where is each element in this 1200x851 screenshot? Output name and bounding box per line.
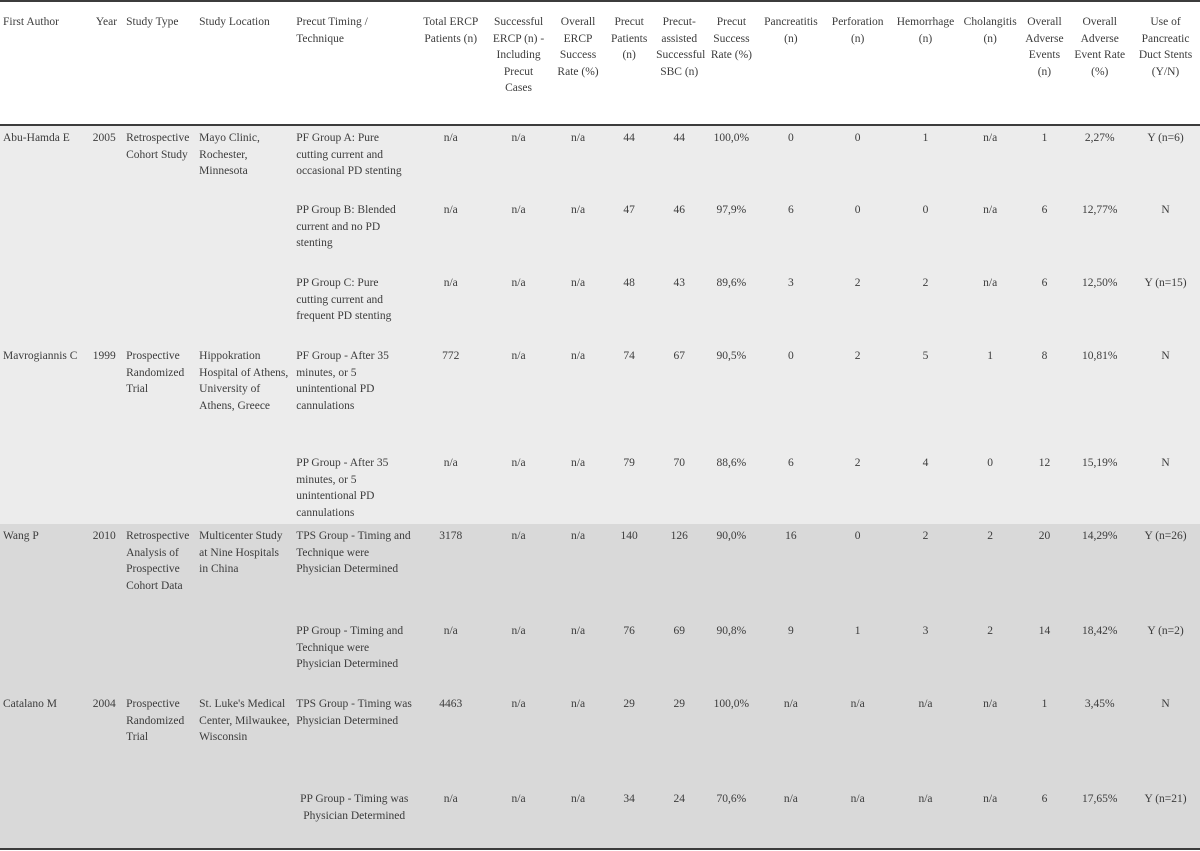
cell-total-ercp-patients: n/a <box>415 787 486 849</box>
cell-precut-timing-technique: PF Group A: Pure cutting current and occasional PD stenting <box>296 132 402 177</box>
cell-perforation: 2 <box>854 277 861 289</box>
cell-first-author <box>0 787 90 849</box>
cell-year <box>90 787 123 849</box>
cell-overall-adverse-event-rate: 12,50% <box>1082 277 1118 289</box>
cell-total-ercp-patients: 4463 <box>439 698 463 710</box>
cell-cholangitis: n/a <box>983 277 998 289</box>
column-header-precut-success-rate: Precut Success Rate (%) <box>705 1 757 125</box>
cell-precut-patients: 74 <box>623 350 635 362</box>
table-row <box>0 271 1200 344</box>
cell-successful-ercp: n/a <box>511 277 526 289</box>
cell-study-type <box>123 451 196 524</box>
cell-overall-adverse-event-rate: 15,19% <box>1082 457 1118 469</box>
cell-overall-ercp-success-rate: n/a <box>571 530 586 542</box>
cell-overall-ercp-success-rate: n/a <box>571 204 586 216</box>
cell-cholangitis: 0 <box>987 457 994 469</box>
cell-total-ercp-patients: n/a <box>443 277 458 289</box>
cell-pancreatitis: 9 <box>788 625 794 637</box>
cell-pancreatic-duct-stents: Y (n=2) <box>1147 625 1184 637</box>
cell-precut-assisted-successful-sbc: 43 <box>673 277 685 289</box>
cell-precut-success-rate: 100,0% <box>713 698 750 710</box>
cell-study-type: Prospective Randomized Trial <box>126 698 185 743</box>
column-header-precut-patients: Precut Patients (n) <box>605 1 653 125</box>
cell-total-ercp-patients: n/a <box>443 457 458 469</box>
cell-successful-ercp: n/a <box>511 530 526 542</box>
cell-pancreatitis: 3 <box>788 277 794 289</box>
column-header-precut-assisted-successful-sbc: Precut-assisted Successful SBC (n) <box>653 1 705 125</box>
cell-precut-success-rate: 88,6% <box>716 457 747 469</box>
column-header-overall-adverse-events: Overall Adverse Events (n) <box>1020 1 1068 125</box>
cell-study-location: Mayo Clinic, Rochester, Minnesota <box>199 132 260 177</box>
cell-overall-ercp-success-rate: n/a <box>551 787 605 849</box>
cell-pancreatitis: 0 <box>788 132 794 144</box>
cell-perforation: 0 <box>854 204 861 216</box>
cell-precut-assisted-successful-sbc: 70 <box>673 457 685 469</box>
column-header-cholangitis: Cholangitis (n) <box>960 1 1021 125</box>
table-row <box>0 692 1200 787</box>
cell-precut-timing-technique: TPS Group - Timing and Technique were Physician Determined <box>296 530 411 575</box>
cell-precut-assisted-successful-sbc: 126 <box>670 530 688 542</box>
cell-pancreatitis: 0 <box>788 350 794 362</box>
cell-total-ercp-patients: 772 <box>442 350 460 362</box>
cell-first-author: Mavrogiannis C <box>3 350 78 362</box>
cell-overall-ercp-success-rate: n/a <box>571 350 586 362</box>
cell-overall-adverse-event-rate: 14,29% <box>1082 530 1118 542</box>
cell-pancreatic-duct-stents: Y (n=26) <box>1144 530 1187 542</box>
cell-study-type <box>123 271 196 344</box>
cell-successful-ercp: n/a <box>511 204 526 216</box>
cell-study-location: Hippokration Hospital of Athens, University of Athens, Greece <box>199 350 289 412</box>
cell-study-location: Multicenter Study at Nine Hospitals in China <box>199 530 283 575</box>
cell-overall-adverse-event-rate: 3,45% <box>1084 698 1115 710</box>
cell-cholangitis: n/a <box>983 204 998 216</box>
cell-perforation: 0 <box>854 530 861 542</box>
cell-precut-timing-technique: PP Group - Timing was Physician Determined <box>293 787 415 849</box>
cell-cholangitis: 2 <box>987 625 994 637</box>
cell-overall-adverse-event-rate: 12,77% <box>1082 204 1118 216</box>
cell-precut-timing-technique: PP Group C: Pure cutting current and frequent PD stenting <box>296 277 392 322</box>
cell-hemorrhage: n/a <box>918 698 933 710</box>
cell-hemorrhage: 5 <box>922 350 929 362</box>
column-header-study-type: Study Type <box>123 1 196 125</box>
cell-pancreatitis: 6 <box>788 204 794 216</box>
cell-study-type: Retrospective Analysis of Prospective Cohort Data <box>126 530 190 592</box>
cell-precut-timing-technique: PP Group - After 35 minutes, or 5 unintentional PD cannulations <box>296 457 389 519</box>
cell-overall-adverse-events: 1 <box>1041 698 1048 710</box>
cell-successful-ercp: n/a <box>486 787 551 849</box>
cell-precut-success-rate: 100,0% <box>713 132 750 144</box>
cell-precut-success-rate: 97,9% <box>716 204 747 216</box>
cell-pancreatitis: n/a <box>758 787 825 849</box>
cell-pancreatic-duct-stents: Y (n=21) <box>1131 787 1200 849</box>
cell-overall-ercp-success-rate: n/a <box>571 698 586 710</box>
cell-overall-ercp-success-rate: n/a <box>571 277 586 289</box>
table-row <box>0 451 1200 524</box>
cell-study-location <box>196 451 293 524</box>
table-row <box>0 619 1200 692</box>
cell-perforation: n/a <box>824 787 891 849</box>
cell-successful-ercp: n/a <box>511 457 526 469</box>
cell-overall-adverse-events: 6 <box>1041 204 1048 216</box>
cell-perforation: 2 <box>854 457 861 469</box>
cell-pancreatitis: n/a <box>783 698 798 710</box>
cell-precut-assisted-successful-sbc: 69 <box>673 625 685 637</box>
cell-precut-patients: 29 <box>623 698 635 710</box>
cell-pancreatic-duct-stents: N <box>1161 698 1170 710</box>
cell-hemorrhage: 1 <box>922 132 929 144</box>
cell-total-ercp-patients: n/a <box>443 625 458 637</box>
cell-total-ercp-patients: 3178 <box>439 530 463 542</box>
column-header-perforation: Perforation (n) <box>824 1 891 125</box>
cell-overall-adverse-events: 20 <box>1038 530 1051 542</box>
cell-study-location <box>196 198 293 271</box>
column-header-precut-timing-technique: Precut Timing / Technique <box>293 1 415 125</box>
cell-precut-patients: 34 <box>605 787 653 849</box>
cell-overall-adverse-event-rate: 2,27% <box>1084 132 1115 144</box>
cell-study-type: Retrospective Cohort Study <box>126 132 190 161</box>
table-row <box>0 198 1200 271</box>
cell-study-location <box>196 787 293 849</box>
cell-study-location: St. Luke's Medical Center, Milwaukee, Wisconsin <box>199 698 290 743</box>
cell-year: 2004 <box>92 698 116 710</box>
table-row <box>0 787 1200 849</box>
cell-overall-adverse-event-rate: 10,81% <box>1082 350 1118 362</box>
column-header-total-ercp-patients: Total ERCP Patients (n) <box>415 1 486 125</box>
cell-pancreatic-duct-stents: N <box>1161 457 1170 469</box>
column-header-use-of-pancreatic-duct-stents: Use of Pancreatic Duct Stents (Y/N) <box>1131 1 1200 125</box>
cell-precut-assisted-successful-sbc: 24 <box>653 787 705 849</box>
cell-precut-assisted-successful-sbc: 44 <box>673 132 685 144</box>
cell-study-type <box>123 619 196 692</box>
cell-pancreatic-duct-stents: N <box>1161 350 1170 362</box>
cell-overall-adverse-event-rate: 17,65% <box>1068 787 1131 849</box>
cell-year: 2010 <box>92 530 116 542</box>
cell-precut-success-rate: 90,8% <box>716 625 747 637</box>
column-header-overall-adverse-event-rate: Overall Adverse Event Rate (%) <box>1068 1 1131 125</box>
cell-year <box>90 451 123 524</box>
cell-first-author <box>0 451 90 524</box>
cell-hemorrhage: n/a <box>891 787 960 849</box>
cell-overall-adverse-events: 6 <box>1041 277 1048 289</box>
cell-first-author: Abu-Hamda E <box>3 132 70 144</box>
cell-overall-adverse-events: 8 <box>1041 350 1048 362</box>
cell-precut-timing-technique: PF Group - After 35 minutes, or 5 unintentional PD cannulations <box>296 350 389 412</box>
column-header-successful-ercp: Successful ERCP (n) - Including Precut Cases <box>486 1 551 125</box>
cell-successful-ercp: n/a <box>511 132 526 144</box>
cell-overall-adverse-events: 12 <box>1038 457 1051 469</box>
table-row <box>0 524 1200 619</box>
cell-precut-assisted-successful-sbc: 46 <box>673 204 685 216</box>
table-header <box>0 1 1200 125</box>
cell-precut-patients: 76 <box>623 625 635 637</box>
cell-first-author <box>0 619 90 692</box>
cell-pancreatic-duct-stents: N <box>1161 204 1170 216</box>
cell-hemorrhage: 3 <box>922 625 929 637</box>
cell-precut-patients: 47 <box>623 204 635 216</box>
cell-overall-ercp-success-rate: n/a <box>571 625 586 637</box>
cell-successful-ercp: n/a <box>511 350 526 362</box>
cell-study-location <box>196 271 293 344</box>
column-header-hemorrhage: Hemorrhage (n) <box>891 1 960 125</box>
cell-precut-success-rate: 90,5% <box>716 350 747 362</box>
cell-precut-assisted-successful-sbc: 29 <box>673 698 685 710</box>
cell-overall-adverse-events: 1 <box>1041 132 1048 144</box>
cell-hemorrhage: 4 <box>922 457 929 469</box>
cell-pancreatic-duct-stents: Y (n=15) <box>1144 277 1187 289</box>
column-header-year: Year <box>90 1 123 125</box>
cell-year <box>90 619 123 692</box>
cell-perforation: 1 <box>854 625 861 637</box>
cell-cholangitis: n/a <box>983 698 998 710</box>
cell-perforation: 0 <box>854 132 861 144</box>
cell-study-location <box>196 619 293 692</box>
cell-precut-timing-technique: PP Group B: Blended current and no PD stenting <box>296 204 396 249</box>
cell-precut-timing-technique: TPS Group - Timing was Physician Determined <box>296 698 412 727</box>
cell-study-type <box>123 787 196 849</box>
cell-overall-ercp-success-rate: n/a <box>571 132 586 144</box>
column-header-study-location: Study Location <box>196 1 293 125</box>
column-header-pancreatitis: Pancreatitis (n) <box>758 1 825 125</box>
cell-precut-patients: 140 <box>620 530 638 542</box>
cell-hemorrhage: 0 <box>922 204 929 216</box>
cell-pancreatitis: 16 <box>785 530 797 542</box>
cell-first-author: Wang P <box>3 530 39 542</box>
cell-first-author <box>0 271 90 344</box>
cell-total-ercp-patients: n/a <box>443 204 458 216</box>
cell-overall-ercp-success-rate: n/a <box>571 457 586 469</box>
cell-precut-patients: 48 <box>623 277 635 289</box>
cell-hemorrhage: 2 <box>922 277 929 289</box>
cell-first-author: Catalano M <box>3 698 57 710</box>
cell-study-type <box>123 198 196 271</box>
cell-pancreatic-duct-stents: Y (n=6) <box>1147 132 1184 144</box>
cell-cholangitis: 2 <box>987 530 994 542</box>
cell-precut-timing-technique: PP Group - Timing and Technique were Physician Determined <box>296 625 404 670</box>
cell-perforation: n/a <box>850 698 865 710</box>
cell-precut-success-rate: 70,6% <box>705 787 757 849</box>
cell-precut-success-rate: 89,6% <box>716 277 747 289</box>
cell-year: 2005 <box>92 132 116 144</box>
cell-precut-patients: 44 <box>623 132 635 144</box>
cell-precut-patients: 79 <box>623 457 635 469</box>
table-row <box>0 344 1200 451</box>
cell-study-type: Prospective Randomized Trial <box>126 350 185 395</box>
column-header-overall-ercp-success-rate: Overall ERCP Success Rate (%) <box>551 1 605 125</box>
cell-cholangitis: 1 <box>987 350 994 362</box>
cell-overall-adverse-events: 14 <box>1038 625 1051 637</box>
cell-year <box>90 271 123 344</box>
cell-hemorrhage: 2 <box>922 530 929 542</box>
table-row <box>0 125 1200 198</box>
cell-cholangitis: n/a <box>960 787 1021 849</box>
cell-successful-ercp: n/a <box>511 698 526 710</box>
cell-precut-success-rate: 90,0% <box>716 530 747 542</box>
cell-cholangitis: n/a <box>983 132 998 144</box>
cell-first-author <box>0 198 90 271</box>
cell-year <box>90 198 123 271</box>
table-body <box>0 125 1200 849</box>
cell-overall-adverse-event-rate: 18,42% <box>1082 625 1118 637</box>
cell-pancreatitis: 6 <box>788 457 794 469</box>
column-header-first-author: First Author <box>0 1 90 125</box>
cell-year: 1999 <box>92 350 116 362</box>
cell-total-ercp-patients: n/a <box>443 132 458 144</box>
cell-precut-assisted-successful-sbc: 67 <box>673 350 685 362</box>
cell-overall-adverse-events: 6 <box>1020 787 1068 849</box>
cell-successful-ercp: n/a <box>511 625 526 637</box>
cell-perforation: 2 <box>854 350 861 362</box>
